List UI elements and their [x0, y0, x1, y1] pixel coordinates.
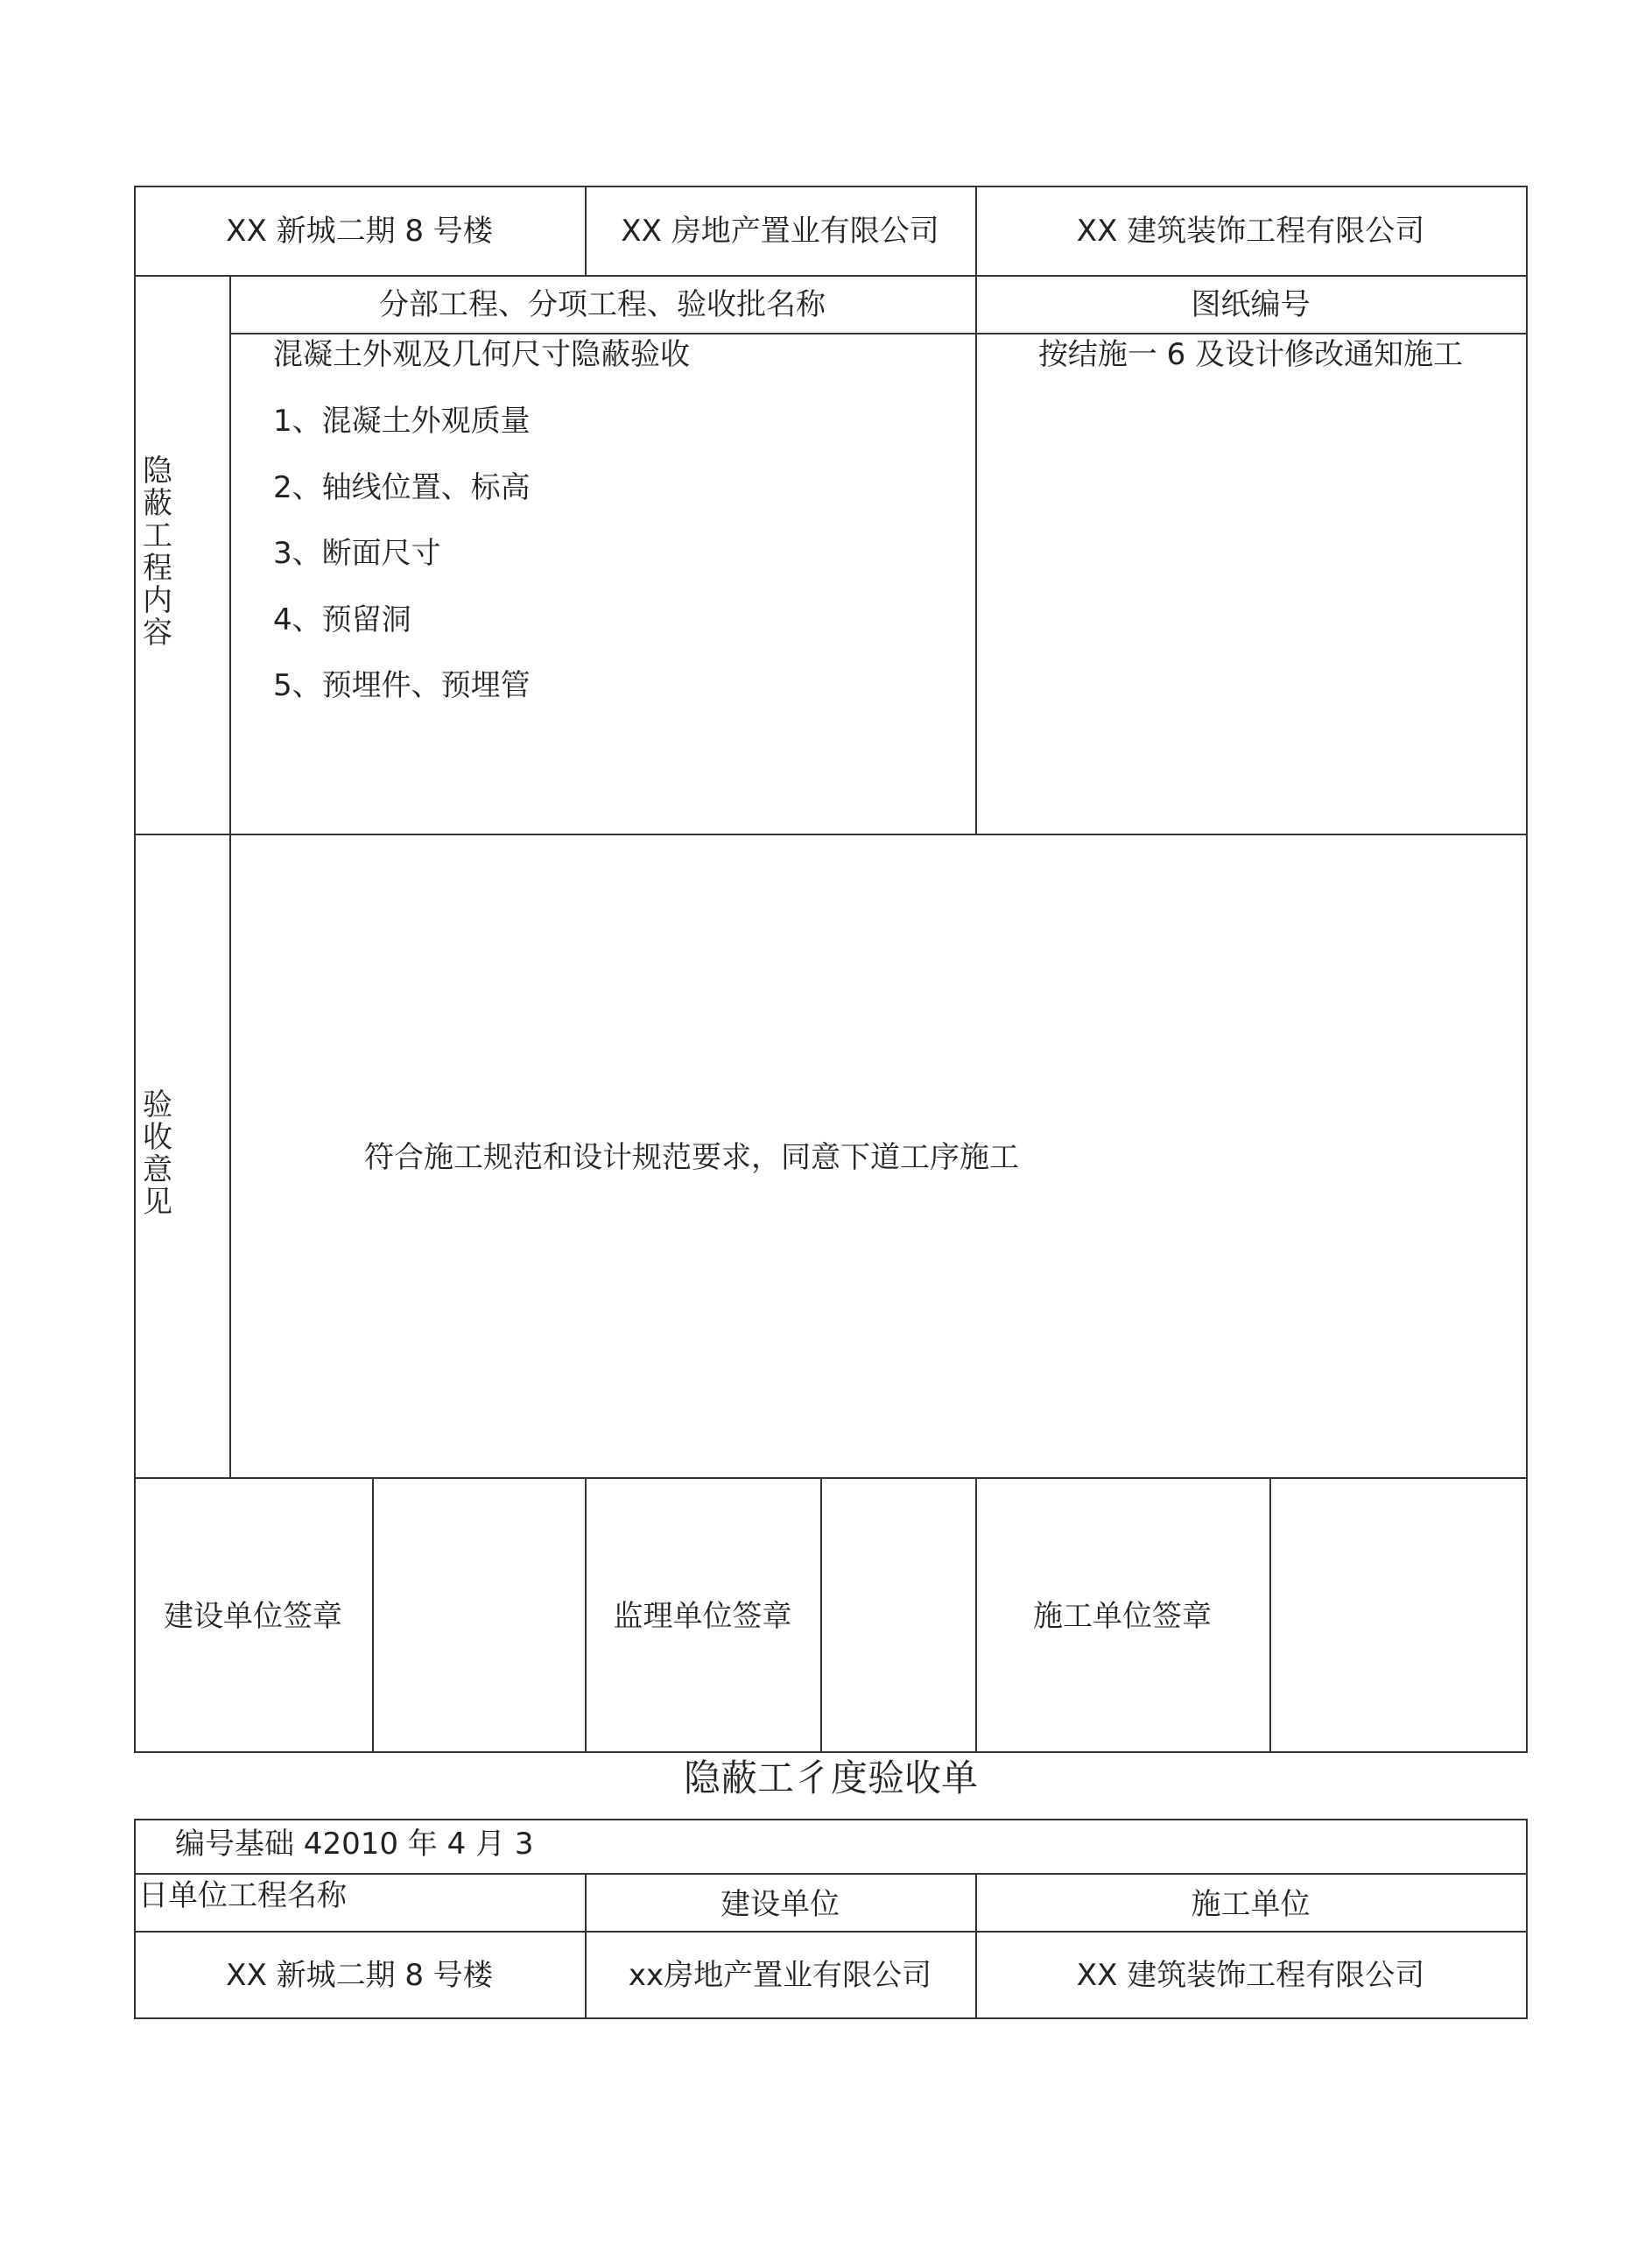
- table-col-line: [1269, 1477, 1271, 1752]
- table-border-top: [134, 186, 1528, 187]
- table-col-line: [820, 1477, 822, 1752]
- table-row-line: [134, 1931, 1528, 1933]
- table-border-bottom: [134, 1751, 1528, 1753]
- drawing-reference: 按结施一 6 及设计修改通知施工: [1037, 337, 1464, 372]
- table-border-right: [1526, 186, 1528, 1753]
- table-row-line: [134, 275, 1528, 277]
- inspection-title: 混凝土外观及几何尺寸隐蔽验收: [273, 337, 690, 372]
- table-row-line: [134, 834, 1528, 835]
- list-item: 3、断面尺寸: [273, 536, 441, 571]
- table-row-line: [134, 1873, 1528, 1875]
- label-contractor: 施工单位: [1191, 1887, 1311, 1922]
- project-name: XX 新城二期 8 号楼: [226, 1958, 493, 1993]
- project-name: XX 新城二期 8 号楼: [226, 214, 493, 249]
- table-row-line: [229, 333, 1528, 334]
- owner-company: XX 房地产置业有限公司: [621, 214, 939, 249]
- table-border-right: [1526, 1819, 1528, 2019]
- list-item: 2、轴线位置、标高: [273, 470, 531, 505]
- table-border-bottom: [134, 2017, 1528, 2019]
- table-col-line: [229, 275, 231, 1478]
- contractor-company: XX 建筑装饰工程有限公司: [1076, 214, 1425, 249]
- table-col-line: [372, 1477, 374, 1752]
- hidden-works-label: 隐蔽工程内容: [143, 454, 172, 651]
- list-item: 1、混凝土外观质量: [273, 404, 531, 439]
- label-project-name: 日单位工程名称: [138, 1878, 347, 1913]
- table-border-top: [134, 1819, 1528, 1820]
- form-title: 隐蔽工彳度验收单: [683, 1757, 978, 1799]
- list-item: 4、预留洞: [273, 602, 411, 637]
- label-owner: 建设单位: [721, 1887, 840, 1922]
- header-item-name: 分部工程、分项工程、验收批名称: [379, 287, 826, 322]
- opinion-label: 验收意见: [143, 1088, 172, 1220]
- table-row-line: [134, 1477, 1528, 1479]
- header-drawing-number: 图纸编号: [1191, 287, 1311, 322]
- form-number: 编号基础 42010 年 4 月 3: [175, 1827, 534, 1862]
- supervisor-signature-label: 监理单位签章: [613, 1599, 792, 1634]
- table-col-line: [975, 186, 977, 834]
- list-item: 5、预埋件、预埋管: [273, 668, 531, 703]
- table-border-left: [134, 186, 136, 1753]
- opinion-text: 符合施工规范和设计规范要求，同意下道工序施工: [364, 1140, 1019, 1175]
- owner-signature-label: 建设单位签章: [164, 1599, 342, 1634]
- contractor-signature-label: 施工单位签章: [1033, 1599, 1212, 1634]
- owner-company: xx房地产置业有限公司: [628, 1958, 932, 1993]
- contractor-company: XX 建筑装饰工程有限公司: [1076, 1958, 1425, 1993]
